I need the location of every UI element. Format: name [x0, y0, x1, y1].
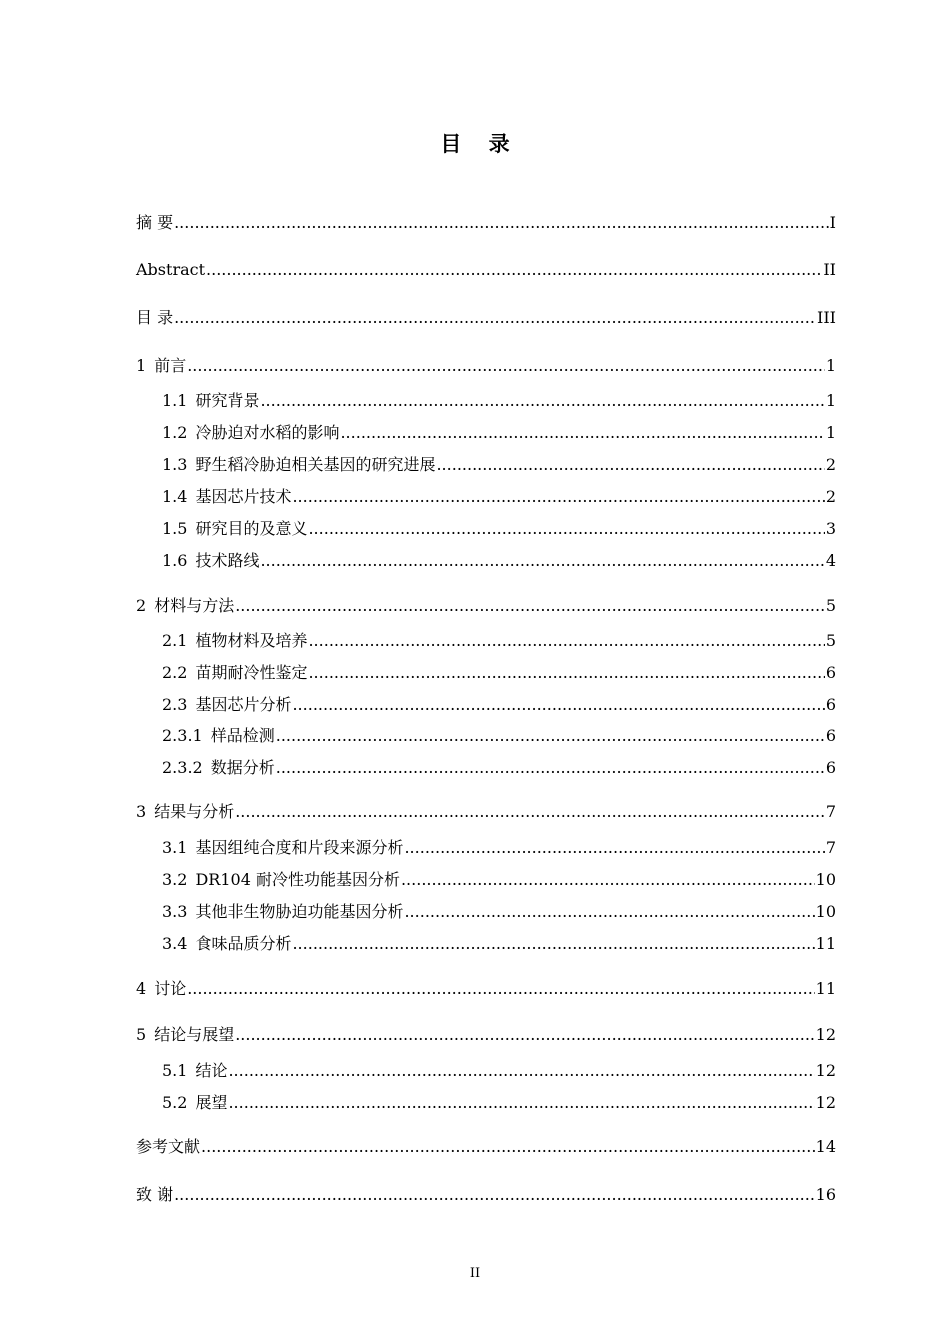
toc-entry-page: II	[823, 260, 836, 279]
toc-entry-number: 5	[136, 1025, 147, 1044]
toc-dot-leader	[308, 518, 824, 540]
toc-dot-leader	[436, 454, 824, 476]
toc-entry[interactable]	[136, 259, 836, 281]
toc-entry-number: 2.3.2	[162, 758, 203, 777]
toc-entry-page: 1	[825, 391, 836, 410]
toc-dot-leader	[228, 1092, 814, 1114]
toc-entry-page: I	[829, 213, 836, 232]
toc-entry-number: 1.1	[162, 391, 188, 410]
toc-entry-page: 7	[825, 838, 836, 857]
toc-entry-number: 3	[136, 802, 147, 821]
toc-entry[interactable]	[136, 1184, 836, 1206]
toc-entry-page: 1	[825, 423, 836, 442]
toc-entry-page: 6	[825, 663, 836, 682]
toc-entry-label: 技术路线	[195, 551, 260, 570]
toc-entry[interactable]	[136, 1136, 836, 1158]
toc-entry-number: 2.2	[162, 663, 188, 682]
toc-entry-page: III	[817, 308, 836, 327]
toc-entry-number: 3.3	[162, 902, 188, 921]
toc-entry[interactable]	[136, 1024, 836, 1046]
toc-entry-number: 1.2	[162, 423, 188, 442]
toc-entry-number: 4	[136, 979, 147, 998]
toc-dot-leader	[308, 630, 824, 652]
toc-entry-label: 讨论	[154, 979, 187, 998]
toc-dot-leader	[174, 307, 816, 329]
toc-entry[interactable]	[136, 978, 836, 1000]
toc-dot-leader	[235, 595, 825, 617]
toc-entry-page: 6	[825, 758, 836, 777]
toc-entry-label: Abstract	[136, 260, 206, 279]
toc-entry-page: 7	[825, 802, 836, 821]
toc-entry-label: 食味品质分析	[195, 934, 292, 953]
toc-entry-page: 14	[815, 1137, 836, 1156]
toc-entry-label: 数据分析	[210, 758, 275, 777]
toc-entry-page: 2	[825, 487, 836, 506]
toc-entry-label: 基因芯片分析	[195, 695, 292, 714]
toc-entry-label: 展望	[195, 1093, 228, 1112]
toc-entry-label: 研究目的及意义	[195, 519, 308, 538]
toc-dot-leader	[401, 869, 815, 891]
toc-dot-leader	[260, 550, 824, 572]
toc-dot-leader	[228, 1060, 814, 1082]
toc-dot-leader	[340, 422, 824, 444]
toc-entry-label: 结论与展望	[154, 1025, 235, 1044]
toc-entry[interactable]	[162, 422, 836, 444]
toc-entry-number: 3.2	[162, 870, 188, 889]
toc-dot-leader	[174, 1184, 815, 1206]
toc-entry-page: 6	[825, 726, 836, 745]
toc-entry[interactable]	[162, 454, 836, 476]
toc-entry-number: 3.4	[162, 934, 188, 953]
toc-entry-label: 苗期耐冷性鉴定	[195, 663, 308, 682]
toc-entry-number: 1	[136, 356, 147, 375]
toc-entry-label: 样品检测	[210, 726, 275, 745]
toc-entry-number: 5.2	[162, 1093, 188, 1112]
toc-entry-number: 1.4	[162, 487, 188, 506]
toc-entry-page: 10	[815, 902, 836, 921]
toc-entry[interactable]	[162, 630, 836, 652]
toc-entry-page: 12	[815, 1061, 836, 1080]
toc-entry-page: 12	[815, 1093, 836, 1112]
toc-dot-leader	[187, 355, 825, 377]
toc-entry-number: 2.1	[162, 631, 188, 650]
toc-entry-page: 11	[815, 934, 836, 953]
toc-entry[interactable]	[162, 869, 836, 891]
toc-entry-label: 研究背景	[195, 391, 260, 410]
toc-entry-label: 前言	[154, 356, 187, 375]
toc-entry[interactable]	[162, 933, 836, 955]
toc-entry-label: 参考文献	[136, 1137, 201, 1156]
toc-entry[interactable]	[162, 757, 836, 779]
toc-entry-page: 4	[825, 551, 836, 570]
toc-entry-label: 结果与分析	[154, 802, 235, 821]
toc-entry-label: 冷胁迫对水稻的影响	[195, 423, 340, 442]
toc-dot-leader	[292, 486, 824, 508]
toc-entry-number: 1.3	[162, 455, 188, 474]
toc-entry-label: 基因组纯合度和片段来源分析	[195, 838, 404, 857]
toc-entry[interactable]	[162, 662, 836, 684]
toc-dot-leader	[187, 978, 814, 1000]
toc-entry[interactable]	[162, 837, 836, 859]
toc-entry[interactable]	[136, 307, 836, 329]
toc-entry-page: 16	[815, 1185, 836, 1204]
toc-entry-label: 致 谢	[136, 1185, 174, 1204]
toc-entry-page: 1	[825, 356, 836, 375]
page-number: II	[469, 1266, 481, 1281]
toc-entry[interactable]	[162, 390, 836, 412]
toc-entry-number: 1.5	[162, 519, 188, 538]
toc-entry-page: 10	[815, 870, 836, 889]
toc-entry[interactable]	[162, 694, 836, 716]
toc-entry[interactable]	[162, 518, 836, 540]
toc-entry-page: 11	[815, 979, 836, 998]
toc-dot-leader	[260, 390, 824, 412]
toc-entry[interactable]	[136, 355, 836, 377]
toc-entry-label: 目 录	[136, 308, 174, 327]
toc-entry[interactable]	[162, 1092, 836, 1114]
toc-entry-page: 3	[825, 519, 836, 538]
toc-dot-leader	[206, 259, 822, 281]
toc-entry-page: 6	[825, 695, 836, 714]
toc-entry-label: 野生稻冷胁迫相关基因的研究进展	[195, 455, 436, 474]
toc-dot-leader	[292, 694, 824, 716]
toc-entry-number: 5.1	[162, 1061, 188, 1080]
toc-entry-page: 2	[825, 455, 836, 474]
toc-entry-label: 结论	[195, 1061, 228, 1080]
toc-entry-number: 3.1	[162, 838, 188, 857]
toc-entry-label: 其他非生物胁迫功能基因分析	[195, 902, 404, 921]
toc-entry-page: 12	[815, 1025, 836, 1044]
toc-entry-label: 摘 要	[136, 213, 174, 232]
toc-entry[interactable]	[162, 486, 836, 508]
toc-dot-leader	[292, 933, 814, 955]
toc-entry-number: 1.6	[162, 551, 188, 570]
toc-entry-label: 材料与方法	[154, 596, 235, 615]
toc-entry-number: 2	[136, 596, 147, 615]
toc-entry-page: 5	[825, 596, 836, 615]
toc-dot-leader	[276, 725, 825, 747]
toc-dot-leader	[235, 801, 825, 823]
toc-entry-number: 2.3.1	[162, 726, 203, 745]
toc-dot-leader	[308, 662, 824, 684]
toc-entry-number: 2.3	[162, 695, 188, 714]
toc-entry[interactable]	[136, 212, 836, 234]
page-title: 目 录	[440, 132, 520, 156]
toc-dot-leader	[201, 1136, 815, 1158]
toc-dot-leader	[404, 837, 824, 859]
toc-dot-leader	[404, 901, 814, 923]
toc-entry[interactable]	[162, 901, 836, 923]
toc-entry[interactable]	[162, 550, 836, 572]
toc-entry[interactable]	[162, 1060, 836, 1082]
toc-entry[interactable]	[162, 725, 836, 747]
toc-dot-leader	[276, 757, 825, 779]
toc-entry[interactable]	[136, 595, 836, 617]
toc-entry-page: 5	[825, 631, 836, 650]
toc-dot-leader	[174, 212, 829, 234]
toc-entry-label: 植物材料及培养	[195, 631, 308, 650]
toc-entry-label: 基因芯片技术	[195, 487, 292, 506]
toc-entry[interactable]	[136, 801, 836, 823]
toc-dot-leader	[235, 1024, 814, 1046]
toc-entry-label: DR104 耐冷性功能基因分析	[195, 870, 400, 889]
